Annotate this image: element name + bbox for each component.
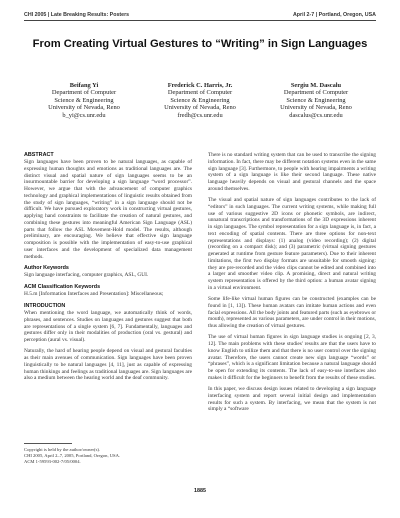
left-column [24, 152, 192, 382]
keywords-heading: Author Keywords [24, 265, 69, 272]
running-header-right: April 2-7 | Portland, Oregon, USA [292, 12, 376, 18]
copyright-line-3: ACM 1-59593-002-7/05/0004. [24, 458, 81, 464]
author-3 [262, 82, 370, 119]
copyright-line-1: Copyright is held by the author/owner(s). [24, 447, 101, 452]
author-block [30, 82, 370, 119]
abstract-heading: ABSTRACT [24, 152, 54, 158]
author-name: Frederick C. Harris, Jr. [167, 82, 233, 89]
author-name: Beifang Yi [69, 82, 99, 89]
header-rule [24, 20, 376, 21]
right-paragraph-2: The visual and spatial nature of sign languages contributes to the lack of “editors” in such languages. The current writing systems, while making full use of various suggestive 2D icons or phonetic symbols, are indirect, unnatural transcriptions and transformations of the 3D expressions inherent in sign languages. The symbol representation for a sign language is, in fact, a text encoding of spatial contents. There are three options for non-text representations and displays: (1) analog (video recording); (2) digital (recording on a compact disk); and (3) parametric (virtual signing gestures generated at runtime from gesture feature parameters). Due to their inherent limitations, the first two display formats are unsuitable for smooth signing: they are pre-recorded and the video clips cannot be edited and combined into a larger and smoother video clip. A promising, direct and natural writing system representation is offered by the third option: a human avatar signing in a virtual environment. [208, 197, 376, 291]
introduction-paragraph-1: When mentioning the word language, we automatically think of words, phrases, and sentences. Studies on languages and gestures suggest that both are representations of a single system [6, 7]. Fundamentally, languages and gestures differ only in their modalities of production (oral vs. gestural) and perception (aural vs. visual). [24, 310, 192, 344]
author-department-line2: Science & Engineering [170, 96, 230, 104]
author-email: dascalus@cs.unr.edu [289, 111, 343, 119]
copyright-notice [24, 443, 134, 465]
author-department: Department of Computer [51, 89, 117, 97]
abstract-text: Sign languages have been proven to be natural languages, as capable of expressing human thoughts and emotions as traditional languages are. The distinct visual and spatial nature of sign languages seems to be an insurmountable barrier for developing a sign language “word processor”. However, we argue that with the advancement of computer graphics technology and graphical implementations of linguistic results obtained from the study of sign languages, “writing” in a sign language should not be difficult. We have pursued exploratory work in constructing virtual gestures, applying hand constraints to facilitate the creation of natural gestures, and combining these gestures into meaningful American Sign Language (ASL) parts that follow the ASL Movement-Hold model. The results, although preliminary, are encouraging. We believe that effective sign language composition is possible with the implementation of easy-to-use graphical user interfaces and the development of specialized data management methods. [24, 159, 192, 260]
author-department: Department of Computer [283, 89, 349, 97]
author-1 [30, 82, 138, 119]
author-university: University of Nevada, Reno [280, 104, 352, 112]
keywords-text: Sign language interfacing, computer graphics, ASL, GUI. [24, 272, 149, 279]
author-university: University of Nevada, Reno [164, 104, 236, 112]
right-column [208, 152, 376, 413]
author-department-line2: Science & Engineering [54, 96, 114, 104]
acm-heading: ACM Classification Keywords [24, 284, 101, 291]
right-paragraph-5: In this paper, we discuss design issues related to developing a sign language interfacing system and report several initial design and implementation results for such a system. By interfacing, we mean that the system is not simply a “software [208, 386, 376, 413]
author-department-line2: Science & Engineering [286, 96, 346, 104]
author-name: Sergiu M. Dascalu [290, 82, 342, 89]
right-paragraph-3: Some life-like virtual human figures can be constructed (examples can be found in [1, 13]). These human avatars can imitate human actions and even facial expressions. All the body joints and featured parts (such as eyebrows or mouth), represented as various parameters, are under control in their motions, thus allowing the creation of virtual gestures. [208, 296, 376, 329]
running-header-left: CHI 2005 | Late Breaking Results: Posters [24, 12, 130, 18]
author-department: Department of Computer [167, 89, 233, 97]
paper-title: From Creating Virtual Gestures to “Writing” in Sign Languages [32, 38, 368, 50]
footnote-rule [24, 443, 72, 444]
introduction-paragraph-2: Naturally, the hard of hearing people depend on visual and gestural faculties as their main avenues of communication. Sign languages have been proven linguistically to be natural languages [4, 11], just as capable of expressing human thinkings and feelings as traditional languages are. Sign languages are also a medium between the hearing world and the deaf community. [24, 348, 192, 382]
right-paragraph-1: There is no standard writing system that can be used to transcribe the signing information. In fact, there may be different notation systems even in the same sign language [3]. Furthermore, to people with hearing impairments a writing system of a sign language is like their second language. These native language heavily depends on visual and gestural channels and the space around themselves. [208, 152, 376, 192]
acm-text: H.5.m [Information Interfaces and Presentation]: Miscellaneous; [24, 291, 164, 298]
author-email: b_yi@cs.unr.edu [62, 111, 106, 119]
author-email: fredh@cs.unr.edu [177, 111, 223, 119]
running-header [24, 12, 376, 18]
page-number: 1885 [194, 488, 206, 494]
copyright-line-2: CHI 2005, April 2–7, 2005, Portland, Oregon, USA. [24, 452, 121, 458]
author-2 [146, 82, 254, 119]
author-university: University of Nevada, Reno [48, 104, 120, 112]
introduction-heading: INTRODUCTION [24, 303, 66, 310]
right-paragraph-4: The use of virtual human figures in sign language studies is ongoing [2, 3, 12]. The main problems with these studies' results are that the users have to know English to utilize them and that there is no user control over the signing avatar. Therefore, the users cannot create new sign language “words” or “phrases”, which is a significant limitation because a natural language should be open for extending its contents. The lack of easy-to-use interfaces also makes it difficult for the beginners to benefit from the results of these studies. [208, 334, 376, 381]
